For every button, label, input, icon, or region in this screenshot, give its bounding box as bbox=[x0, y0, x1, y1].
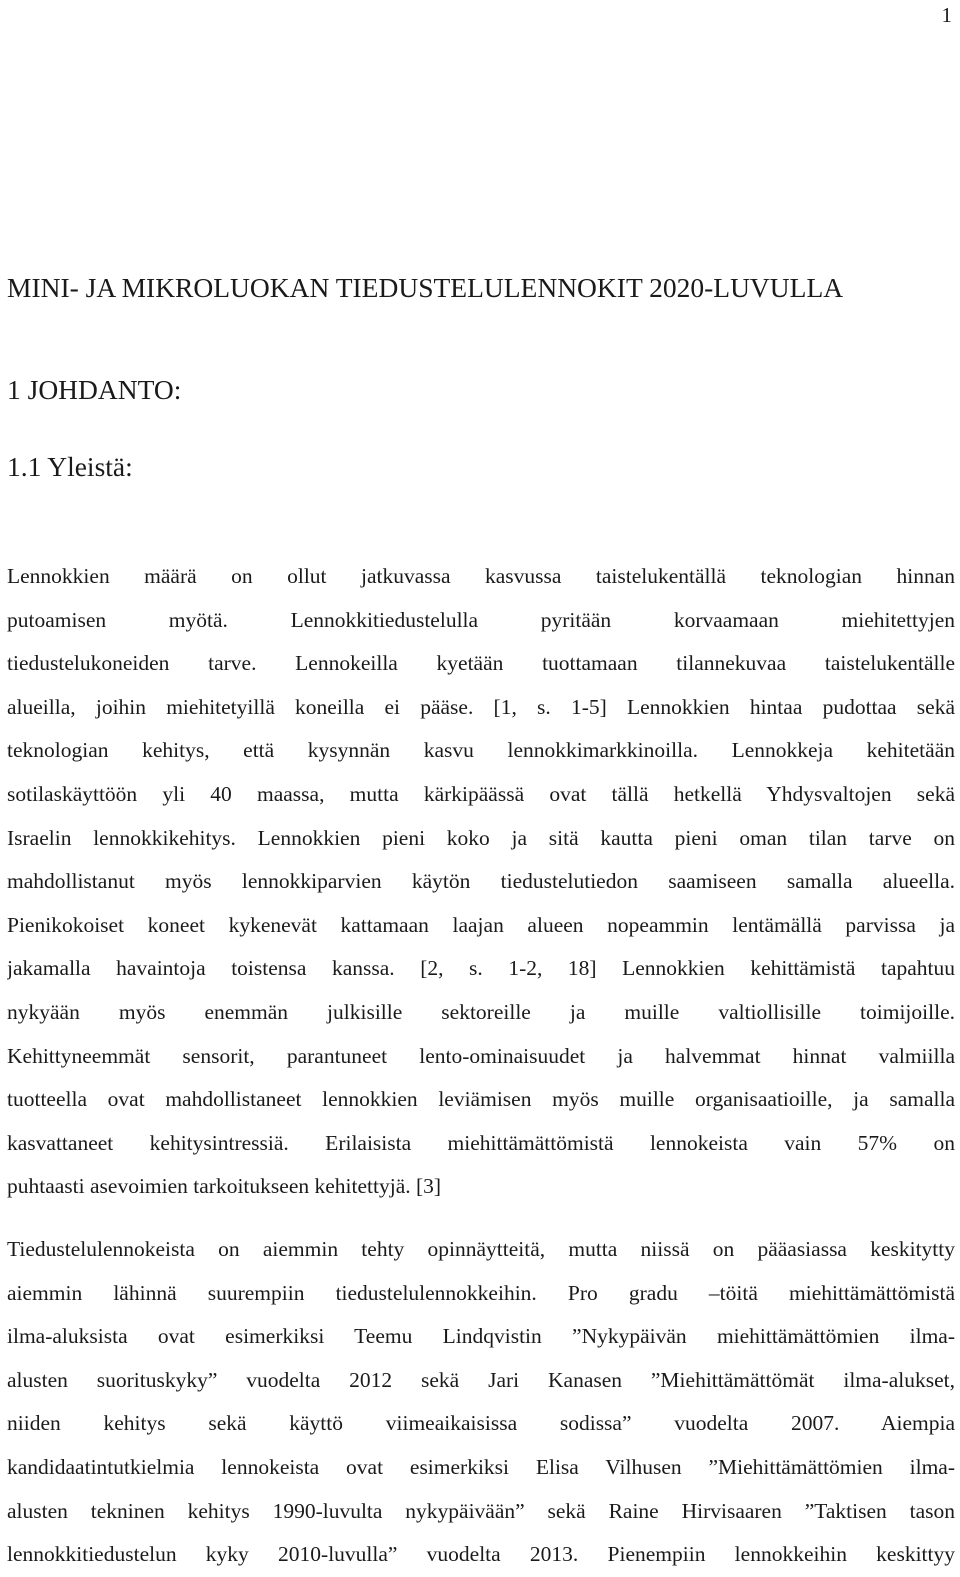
text-line: Kehittyneemmät sensorit, parantuneet lento-ominaisuudet ja halvemmat hinnat valmiilla bbox=[7, 1043, 955, 1068]
subsection-heading: 1.1 Yleistä: bbox=[7, 451, 133, 482]
section-heading: 1 JOHDANTO: bbox=[7, 374, 182, 405]
text-line: mahdollistanut myös lennokkiparvien käytön tiedustelutiedon saamiseen samalla alueella. bbox=[7, 869, 955, 894]
text-line: kandidaatintutkielmia lennokeista ovat esimerkiksi Elisa Vilhusen ”Miehittämättömien ilma- bbox=[7, 1454, 955, 1479]
paragraph-intro bbox=[7, 555, 955, 1209]
text-line: Pienikokoiset koneet kykenevät kattamaan laajan alueen nopeammin lentämällä parvissa ja bbox=[7, 912, 955, 937]
text-line: alueilla, joihin miehitetyillä koneilla ei pääse. [1, s. 1-5] Lennokkien hintaa pudottaa sekä bbox=[7, 694, 955, 719]
text-line: putoamisen myötä. Lennokkitiedustelulla pyritään korvaamaan miehitettyjen bbox=[7, 607, 955, 632]
text-line: jakamalla havaintoja toistensa kanssa. [2, s. 1-2, 18] Lennokkien kehittämistä tapahtuu bbox=[7, 956, 955, 981]
text-line: puhtaasti asevoimien tarkoitukseen kehitettyjä. [3] bbox=[7, 1174, 442, 1199]
text-line: alusten tekninen kehitys 1990-luvulta nykypäivään” sekä Raine Hirvisaaren ”Taktisen tason bbox=[7, 1498, 955, 1523]
text-line: kasvattaneet kehitysintressiä. Erilaisista miehittämättömistä lennokeista vain 57% on bbox=[7, 1130, 955, 1155]
text-line: alusten suorituskyky” vuodelta 2012 sekä Jari Kanasen ”Miehittämättömät ilma-alukset, bbox=[7, 1367, 955, 1392]
document-title: MINI- JA MIKROLUOKAN TIEDUSTELULENNOKIT 2020-LUVULLA bbox=[7, 272, 844, 303]
text-line: Lennokkien määrä on ollut jatkuvassa kasvussa taistelukentällä teknologian hinnan bbox=[7, 564, 955, 588]
text-line: Israelin lennokkikehitys. Lennokkien pieni koko ja sitä kautta pieni oman tilan tarve on bbox=[7, 825, 955, 850]
text-line: aiemmin lähinnä suurempiin tiedustelulennokkeihin. Pro gradu –töitä miehittämättömistä bbox=[7, 1280, 955, 1305]
paragraph-previous-work bbox=[7, 1228, 955, 1577]
page-number: 1 bbox=[941, 3, 952, 27]
text-line: tiedustelukoneiden tarve. Lennokeilla kyetään tuottamaan tilannekuvaa taistelukentälle bbox=[7, 651, 955, 676]
text-line: Tiedustelulennokeista on aiemmin tehty opinnäytteitä, mutta niissä on pääasiassa keskitytty bbox=[7, 1237, 955, 1261]
text-line: tuotteella ovat mahdollistaneet lennokkien leviämisen myös muille organisaatioille, ja samalla bbox=[7, 1087, 955, 1112]
text-line: niiden kehitys sekä käyttö viimeaikaisissa sodissa” vuodelta 2007. Aiempia bbox=[7, 1411, 955, 1436]
text-line: ilma-aluksista ovat esimerkiksi Teemu Lindqvistin ”Nykypäivän miehittämättömien ilma- bbox=[7, 1324, 955, 1349]
text-line: teknologian kehitys, että kysynnän kasvu lennokkimarkkinoilla. Lennokkeja kehitetään bbox=[7, 738, 955, 763]
text-line: nykyään myös enemmän julkisille sektoreille ja muille valtiollisille toimijoille. bbox=[7, 999, 955, 1024]
text-line: sotilaskäyttöön yli 40 maassa, mutta kärkipäässä ovat tällä hetkellä Yhdysvaltojen sekä bbox=[7, 781, 955, 806]
text-line: lennokkitiedustelun kyky 2010-luvulla” vuodelta 2013. Pienempiin lennokkeihin keskittyy bbox=[7, 1542, 955, 1567]
